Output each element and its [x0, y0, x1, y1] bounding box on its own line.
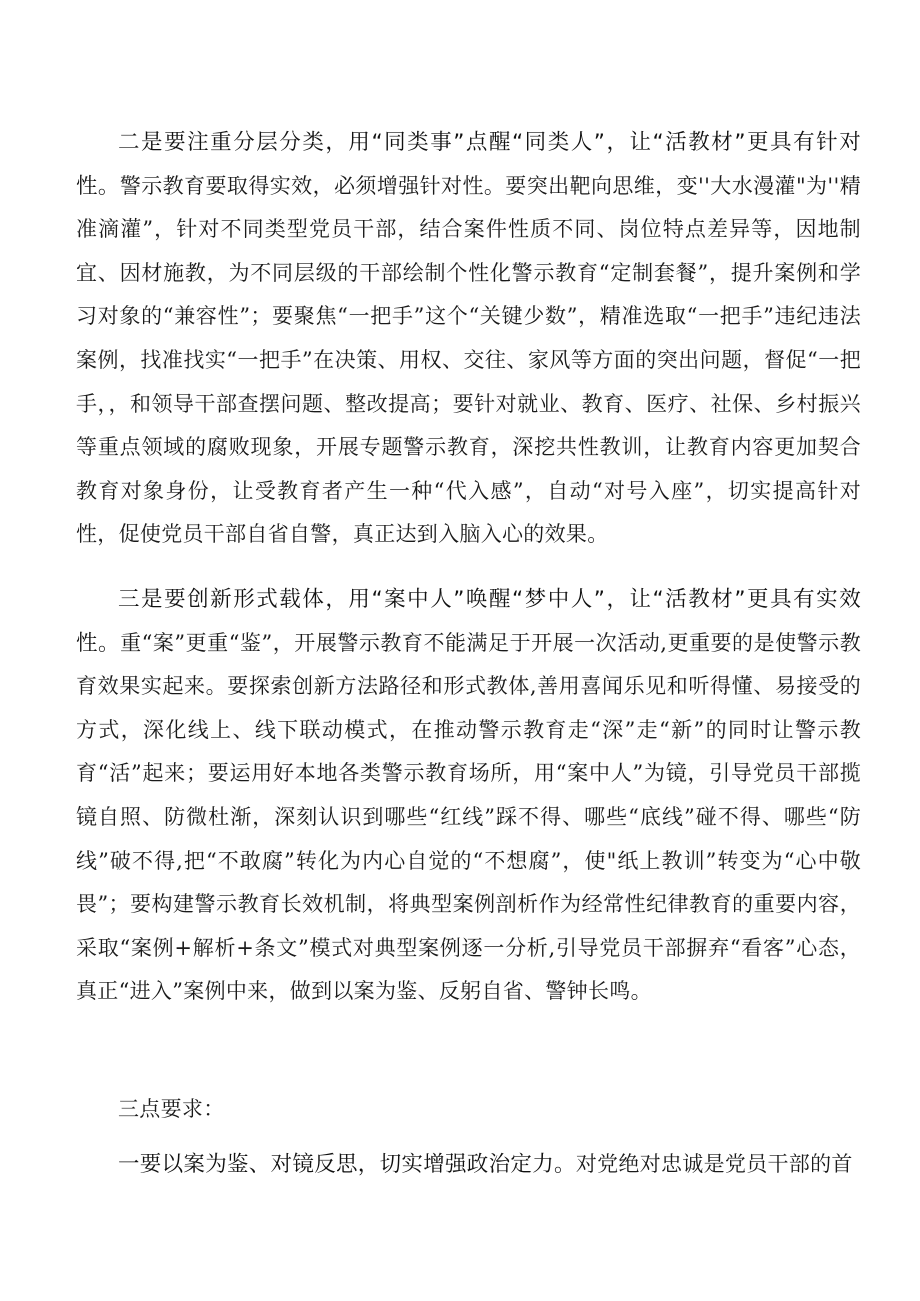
paragraph-first-requirement	[76, 1143, 861, 1187]
paragraph-lead-heading: 二是要注重分层分类，用“同类事”点醒“同类人”，让“活教材”更具有针对性。	[76, 130, 861, 199]
paragraph-lead-heading: 三是要创新形式载体，用“案中人”唤醒“梦中人”，让“活教材”更具有实效性。	[76, 587, 861, 656]
paragraph-body-text: 对党绝对忠诚是党员干部的首	[575, 1152, 853, 1176]
paragraph-innovative-forms	[76, 578, 861, 1014]
paragraph-body-text: 三点要求：	[118, 1097, 225, 1121]
paragraph-targeted-education	[76, 121, 861, 557]
paragraph-body-text: 重“案”更重“鉴”，开展警示教育不能满足于开展一次活动,更重要的是使警示教育效果实起来。要探索创新方法路径和形式教体,善用喜闻乐见和听得懂、易接受的方式，深化线上、线下联动模式，在推动警示教育走“深”走“新”的同时让警示教育“活”起来；要运用好本地各类警示教育场所，用“案中人”为镜，引导党员干部揽镜自照、防微杜渐，深刻认识到哪些“红线”踩不得、哪些“底线”碰不得、哪些“防线”破不得,把“不敢腐”转化为内心自觉的“不想腐”，使"纸上教训”转变为“心中敬畏”；要构建警示教育长效机制，将典型案例剖析作为经常性纪律教育的重要内容，采取“案例+解析+条文”模式对典型案例逐一分析,引导党员干部摒弃“看客”心态，真正“进入”案例中来，做到以案为鉴、反躬自省、警钟长鸣。	[76, 630, 861, 1004]
paragraph-lead-heading: 一要以案为鉴、对镜反思，切实增强政治定力。	[118, 1152, 576, 1177]
paragraph-body-text: 警示教育要取得实效，必须增强针对性。要突出靶向思维，变''大水漫灌"为''精准滴灌”，针对不同类型党员干部，结合案件性质不同、岗位特点差异等，因地制宜、因材施教，为不同层级的干部绘制个性化警示教育“定制套餐”，提升案例和学习对象的“兼容性”；要聚焦“一把手”这个“关键少数”，精准选取“一把手”违纪违法案例，找准找实“一把手”在决策、用权、交往、家风等方面的突出问题，督促“一把手，，和领导干部查摆问题、整改提高；要针对就业、教育、医疗、社保、乡村振兴等重点领域的腐败现象，开展专题警示教育，深挖共性教训，让教育内容更加契合教育对象身份，让受教育者产生一种“代入感”，自动“对号入座”，切实提高针对性，促使党员干部自省自警，真正达到入脑入心的效果。	[76, 173, 861, 547]
paragraph-three-requirements-heading	[76, 1088, 861, 1132]
